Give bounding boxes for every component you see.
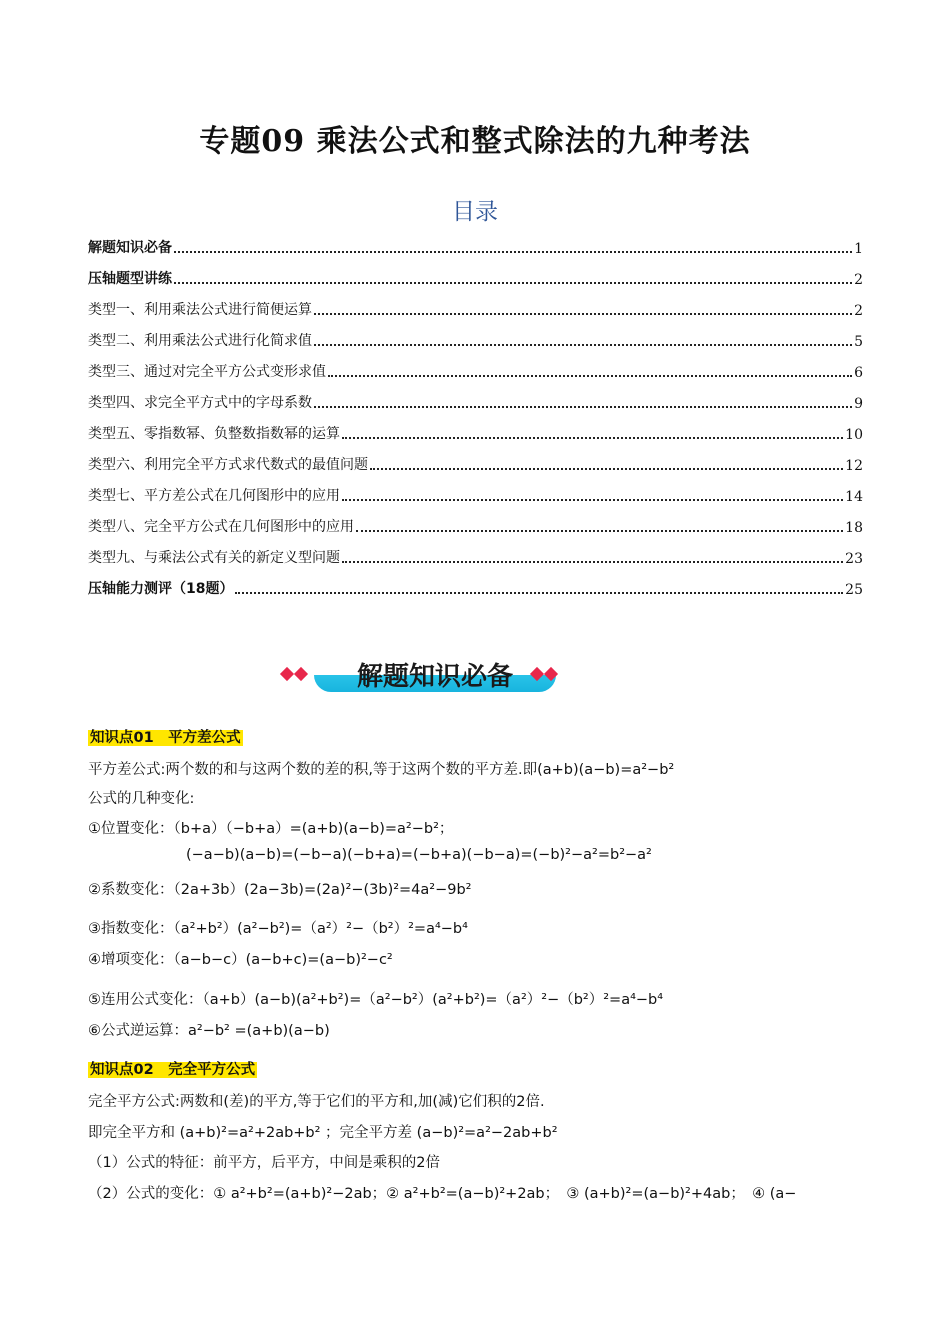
toc-entry-page: 12: [845, 458, 863, 474]
toc-entry-page: 1: [854, 241, 863, 257]
toc-leader-dots: [174, 281, 852, 284]
toc-leader-dots: [174, 250, 852, 253]
toc-leader-dots: [328, 374, 852, 377]
toc-entry-label: 压轴能力测评（18题）: [88, 581, 234, 597]
toc-entry[interactable]: [88, 505, 863, 536]
toc-entry[interactable]: [88, 319, 863, 350]
toc-entry[interactable]: [88, 288, 863, 319]
toc-entry-label: 类型九、与乘法公式有关的新定义型问题: [88, 550, 340, 566]
banner-title: 解题知识必备: [356, 662, 513, 692]
toc-entry[interactable]: [88, 257, 863, 288]
toc-entry-label: 类型二、利用乘法公式进行化简求值: [88, 333, 312, 349]
toc-entry-page: 10: [845, 427, 863, 443]
kp1-variation-4: ④增项变化：（a−b−c）(a−b+c)=(a−b)²−c²: [88, 952, 393, 968]
kp2-feature-2: （2）公式的变化：① a²+b²=(a+b)²−2ab；② a²+b²=(a−b)²+2ab； ③ (a+b)²=(a−b)²+4ab； ④ (a−: [88, 1186, 797, 1202]
kp1-definition: 平方差公式:两个数的和与这两个数的差的积,等于这两个数的平方差.即(a+b)(a−b)=a²−b²: [88, 762, 675, 778]
toc-entry-page: 5: [854, 334, 863, 350]
kp1-variation-2: ②系数变化：（2a+3b）(2a−3b)=(2a)²−(3b)²=4a²−9b²: [88, 882, 472, 898]
section-banner: [280, 654, 670, 694]
toc-entry-page: 9: [854, 396, 863, 412]
toc-entry-page: 2: [854, 303, 863, 319]
kp1-variation-5: ⑤连用公式变化：（a+b）(a−b)(a²+b²)=（a²−b²）(a²+b²)=（a²）²−（b²）²=a⁴−b⁴: [88, 992, 664, 1008]
toc-entry[interactable]: [88, 350, 863, 381]
diamond-icon: [280, 667, 294, 681]
toc-leader-dots: [342, 560, 843, 563]
toc-leader-dots: [235, 591, 843, 594]
toc-entry-label: 压轴题型讲练: [88, 271, 172, 287]
toc-entry-page: 25: [845, 582, 863, 598]
toc-leader-dots: [314, 405, 852, 408]
toc-entry[interactable]: [88, 567, 863, 598]
toc-entry[interactable]: [88, 226, 863, 257]
kp2-feature-1: （1）公式的特征：前平方，后平方，中间是乘积的2倍: [88, 1155, 440, 1171]
toc-heading: 目录: [452, 199, 498, 225]
kp1-variation-6: ⑥公式逆运算：a²−b² =(a+b)(a−b): [88, 1023, 330, 1039]
toc-entry-label: 类型四、求完全平方式中的字母系数: [88, 395, 312, 411]
kp2-heading: 知识点02 完全平方公式: [90, 1062, 256, 1078]
toc-entry-page: 23: [845, 551, 863, 567]
toc-entry[interactable]: [88, 443, 863, 474]
document-title: 专题09 乘法公式和整式除法的九种考法: [199, 124, 751, 159]
toc-entry-label: 类型五、零指数幂、负整数指数幂的运算: [88, 426, 340, 442]
toc-entry-page: 6: [854, 365, 863, 381]
toc-entry-page: 18: [845, 520, 863, 536]
toc-leader-dots: [314, 312, 852, 315]
toc-leader-dots: [356, 529, 843, 532]
toc-entry-label: 类型七、平方差公式在几何图形中的应用: [88, 488, 340, 504]
toc-leader-dots: [342, 498, 843, 501]
toc-leader-dots: [342, 436, 843, 439]
toc-entry[interactable]: [88, 412, 863, 443]
kp1-variation-3: ③指数变化：（a²+b²）(a²−b²)=（a²）²−（b²）²=a⁴−b⁴: [88, 921, 468, 937]
kp1-variation-1b: (−a−b)(a−b)=(−b−a)(−b+a)=(−b+a)(−b−a)=(−b)²−a²=b²−a²: [186, 847, 652, 863]
kp1-heading: 知识点01 平方差公式: [90, 730, 241, 746]
toc-entry[interactable]: [88, 474, 863, 505]
kp2-forms: 即完全平方和 (a+b)²=a²+2ab+b² ；完全平方差 (a−b)²=a²−2ab+b²: [88, 1125, 558, 1141]
toc-entry-page: 14: [845, 489, 863, 505]
toc-leader-dots: [370, 467, 843, 470]
kp2-definition: 完全平方公式:两数和(差)的平方,等于它们的平方和,加(减)它们积的2倍.: [88, 1094, 545, 1110]
toc-entry-label: 类型八、完全平方公式在几何图形中的应用: [88, 519, 354, 535]
kp1-variation-1: ①位置变化：（b+a）（−b+a）=(a+b)(a−b)=a²−b²；: [88, 821, 454, 837]
toc-entry[interactable]: [88, 536, 863, 567]
kp1-intro: 公式的几种变化:: [88, 791, 195, 807]
toc-entry-label: 类型一、利用乘法公式进行简便运算: [88, 302, 312, 318]
diamond-icon: [294, 667, 308, 681]
toc-leader-dots: [314, 343, 852, 346]
toc-entry-label: 类型六、利用完全平方式求代数式的最值问题: [88, 457, 368, 473]
toc-entry[interactable]: [88, 381, 863, 412]
table-of-contents: [88, 226, 863, 598]
toc-entry-label: 解题知识必备: [88, 240, 172, 256]
toc-entry-label: 类型三、通过对完全平方公式变形求值: [88, 364, 326, 380]
toc-entry-page: 2: [854, 272, 863, 288]
